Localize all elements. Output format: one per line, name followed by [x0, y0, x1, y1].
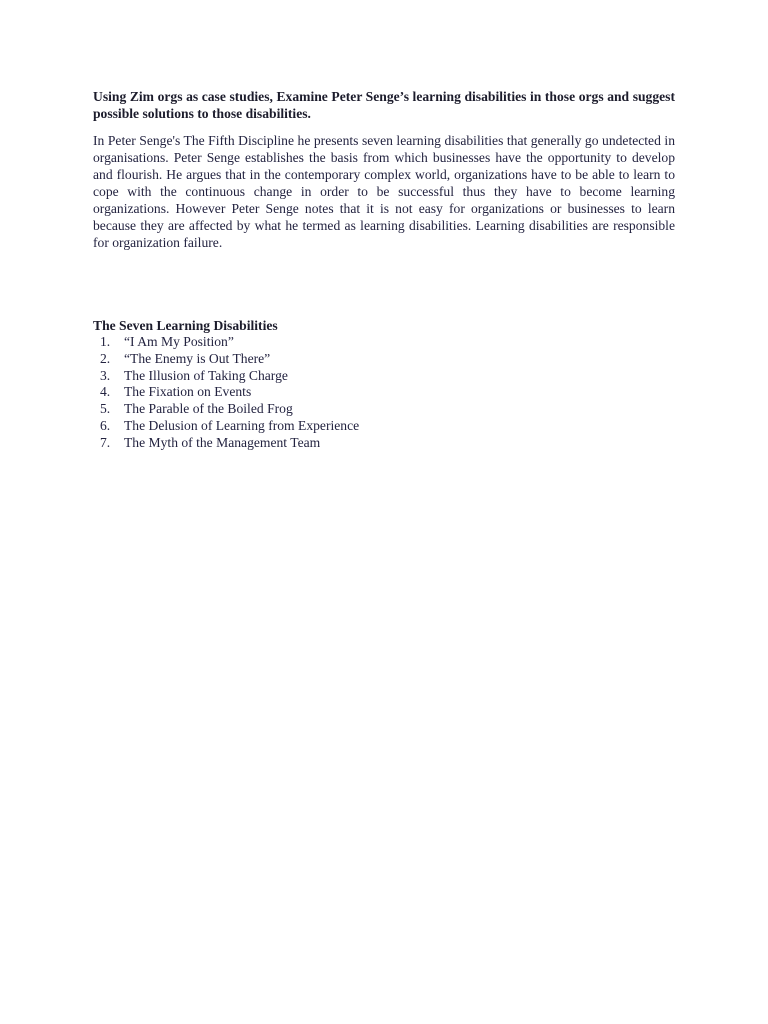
list-item — [93, 418, 675, 435]
list-item — [93, 334, 675, 351]
list-item-text: The Myth of the Management Team — [124, 434, 321, 450]
document-heading: Using Zim orgs as case studies, Examine Peter Senge’s learning disabilities in those orgs and suggest possible solutions to those disabilities. — [93, 89, 675, 121]
list-item-number: 6. — [100, 417, 111, 433]
list-item-text: The Parable of the Boiled Frog — [124, 401, 293, 417]
list-item — [93, 368, 675, 385]
list-item-number: 2. — [100, 350, 111, 366]
document-page — [93, 88, 675, 452]
list-item-text: The Illusion of Taking Charge — [124, 367, 288, 383]
list-item — [93, 401, 675, 418]
list-item — [93, 435, 675, 452]
list-item-text: “The Enemy is Out There” — [124, 350, 271, 366]
list-item-number: 1. — [100, 334, 111, 349]
list-item-number: 7. — [100, 434, 111, 450]
list-item-text: The Fixation on Events — [124, 384, 252, 400]
disabilities-list — [93, 334, 675, 452]
intro-paragraph: In Peter Senge's The Fifth Discipline he presents seven learning disabilities that generally go undetected in organisations. Peter Senge establishes the basis from which businesses have the opportunity to develop and flourish. He argues that in the contemporary complex world, organizations have to be able to learn to cope with the continuous change in order to be successful thus they have to become learning organizations. However Peter Senge notes that it is not easy for organizations or businesses to learn because they are affected by what he termed as learning disabilities. Learning disabilities are responsible for organization failure. — [93, 133, 675, 250]
list-item-text: “I Am My Position” — [124, 334, 234, 349]
list-item-number: 4. — [100, 384, 111, 400]
list-item — [93, 351, 675, 368]
list-item — [93, 384, 675, 401]
list-item-text: The Delusion of Learning from Experience — [124, 417, 360, 433]
list-item-number: 5. — [100, 401, 111, 417]
list-item-number: 3. — [100, 367, 111, 383]
section-title: The Seven Learning Disabilities — [93, 318, 278, 333]
